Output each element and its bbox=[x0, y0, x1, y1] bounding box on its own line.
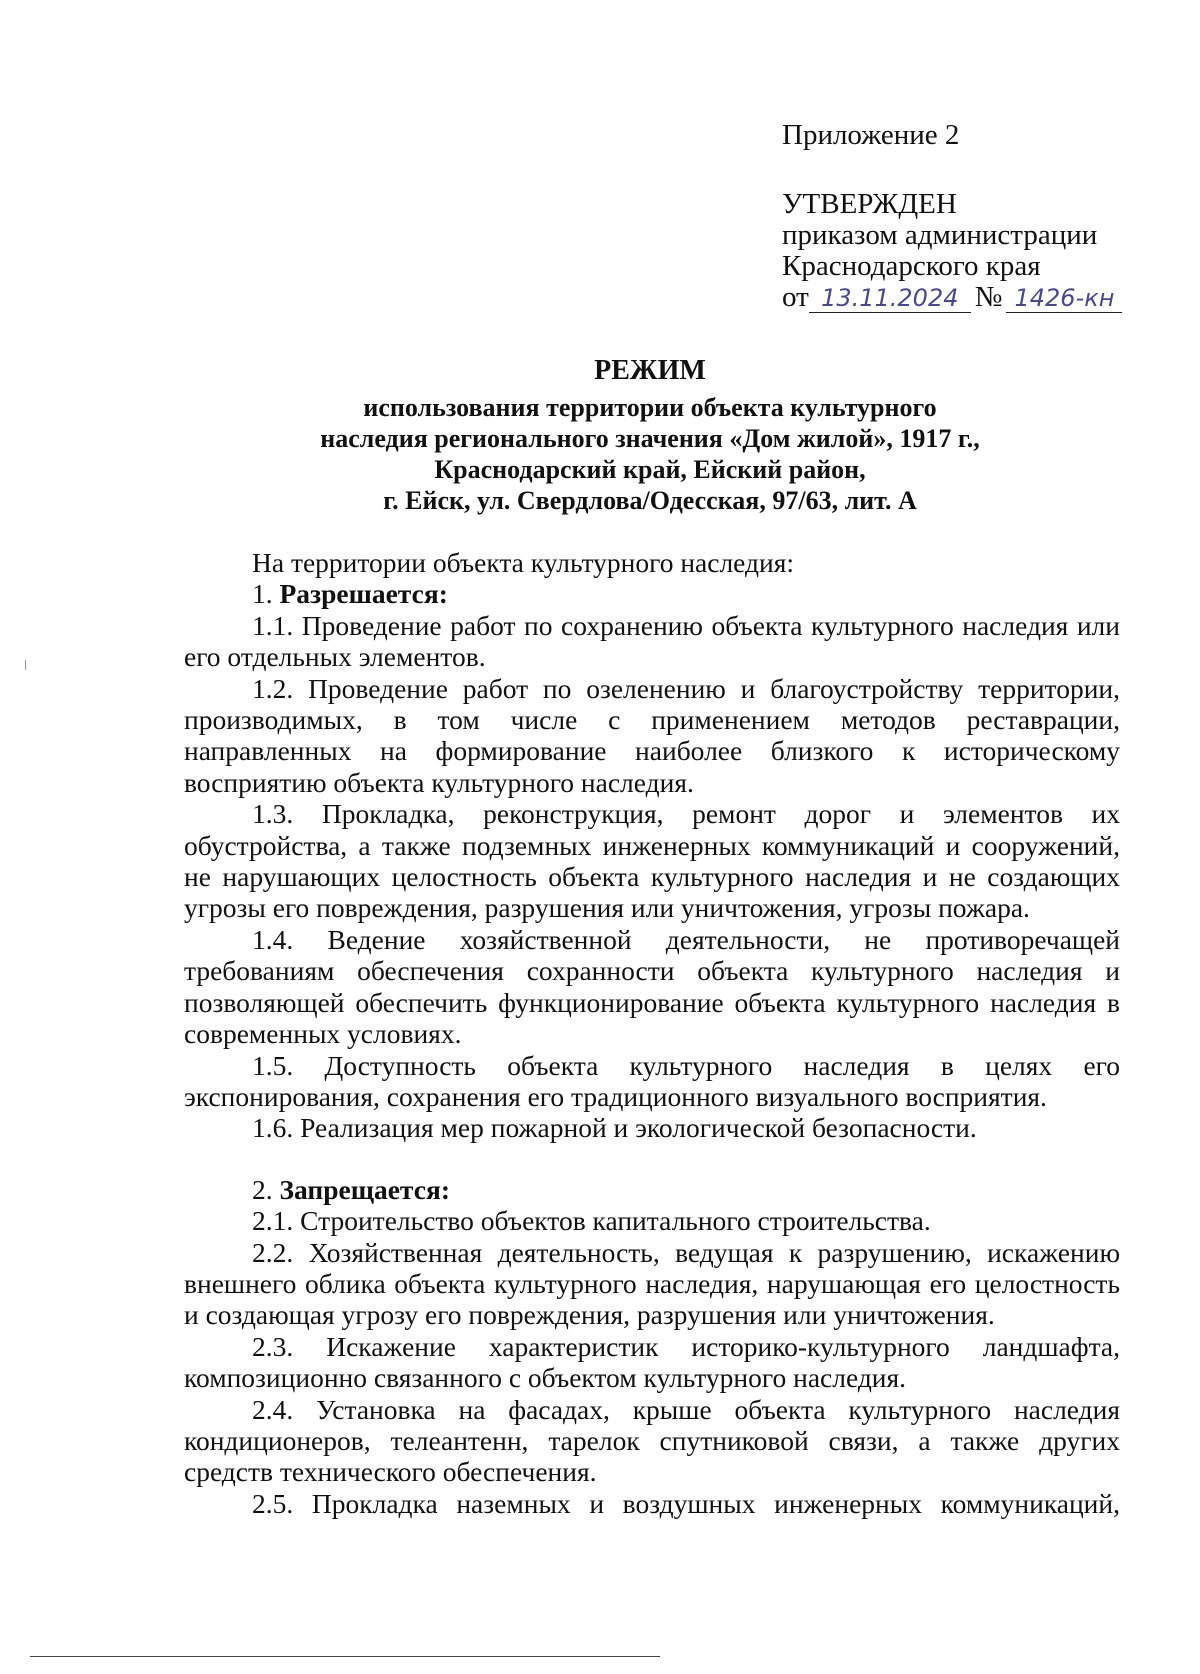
clause-2-1: 2.1. Строительство объектов капитального строительства. bbox=[252, 1205, 931, 1237]
title-line-4: г. Ейск, ул. Свердлова/Одесская, 97/63, лит. А bbox=[383, 486, 917, 515]
section-2-heading bbox=[184, 1174, 1120, 1205]
approved-region: Краснодарского края bbox=[782, 250, 1041, 282]
footer-rule bbox=[30, 1656, 660, 1657]
handwritten-number: 1426-кн bbox=[1006, 284, 1122, 313]
number-label: № bbox=[974, 281, 1003, 313]
clause-1-6: 1.6. Реализация мер пожарной и экологической безопасности. bbox=[252, 1112, 977, 1144]
title-line-1: использования территории объекта культурного bbox=[363, 393, 937, 422]
title-main: РЕЖИМ bbox=[594, 355, 706, 386]
approval-block bbox=[782, 120, 1142, 313]
scan-mark bbox=[25, 660, 26, 670]
section-1-heading bbox=[184, 578, 1120, 609]
clause-1-5: 1.5. Доступность объекта культурного наследия в целях его экспонирования, сохранения его традиционного визуального восприятия. bbox=[184, 1049, 1120, 1112]
clause-2-3: 2.3. Искажение характеристик историко-культурного ландшафта, композиционно связанного с объектом культурного наследия. bbox=[184, 1330, 1120, 1394]
clause-2-2: 2.2. Хозяйственная деятельность, ведущая к разрушению, искажению внешнего облика объекта культурного наследия, нарушающая его целостность и создающая угрозу его повреждения, разрушения или уничтожения. bbox=[184, 1236, 1120, 1331]
intro-paragraph: На территории объекта культурного наследия: bbox=[252, 547, 795, 578]
document-title bbox=[180, 355, 1120, 516]
appendix-label: Приложение 2 bbox=[782, 119, 960, 151]
approval-date-number-line bbox=[782, 282, 1142, 313]
document-body bbox=[184, 547, 1120, 1519]
clause-1-1: 1.1. Проведение работ по сохранению объекта культурного наследия или его отдельных элементов. bbox=[184, 609, 1120, 673]
clause-1-3: 1.3. Прокладка, реконструкция, ремонт дорог и элементов их обустройства, а также подземных инженерных коммуникаций и сооружений, не нарушающих целостность объекта культурного наследия и не создающих угрозы его повреждения, разрушения или уничтожения, угрозы пожара. bbox=[184, 798, 1120, 924]
title-line-2: наследия регионального значения «Дом жилой», 1917 г., bbox=[320, 424, 980, 453]
handwritten-date: 13.11.2024 bbox=[809, 284, 971, 313]
approved-by-order: приказом администрации bbox=[782, 219, 1098, 251]
section-2-number: 2. bbox=[252, 1173, 273, 1205]
clause-2-4: 2.4. Установка на фасадах, крыше объекта культурного наследия кондиционеров, телеантенн, тарелок спутниковой связи, а также других средств технического обеспечения. bbox=[184, 1393, 1120, 1488]
title-line-3: Краснодарский край, Ейский район, bbox=[434, 455, 866, 484]
section-2-title: Запрещается: bbox=[279, 1173, 451, 1205]
section-1-number: 1. bbox=[252, 578, 273, 610]
clause-2-5: 2.5. Прокладка наземных и воздушных инженерных коммуникаций, bbox=[252, 1487, 1120, 1519]
section-1-title: Разрешается: bbox=[279, 578, 448, 610]
clause-1-2: 1.2. Проведение работ по озеленению и благоустройству территории, производимых, в том числе с применением методов реставрации, направленных на формирование наиболее близкого к историческому восприятию объекта культурного наследия. bbox=[184, 672, 1120, 798]
from-label: от bbox=[782, 281, 809, 313]
clause-1-4: 1.4. Ведение хозяйственной деятельности, не противоречащей требованиям обеспечения сохранности объекта культурного наследия и позволяющей обеспечить функционирование объекта культурного наследия в современных условиях. bbox=[184, 923, 1120, 1050]
approved-label: УТВЕРЖДЕН bbox=[782, 188, 957, 220]
